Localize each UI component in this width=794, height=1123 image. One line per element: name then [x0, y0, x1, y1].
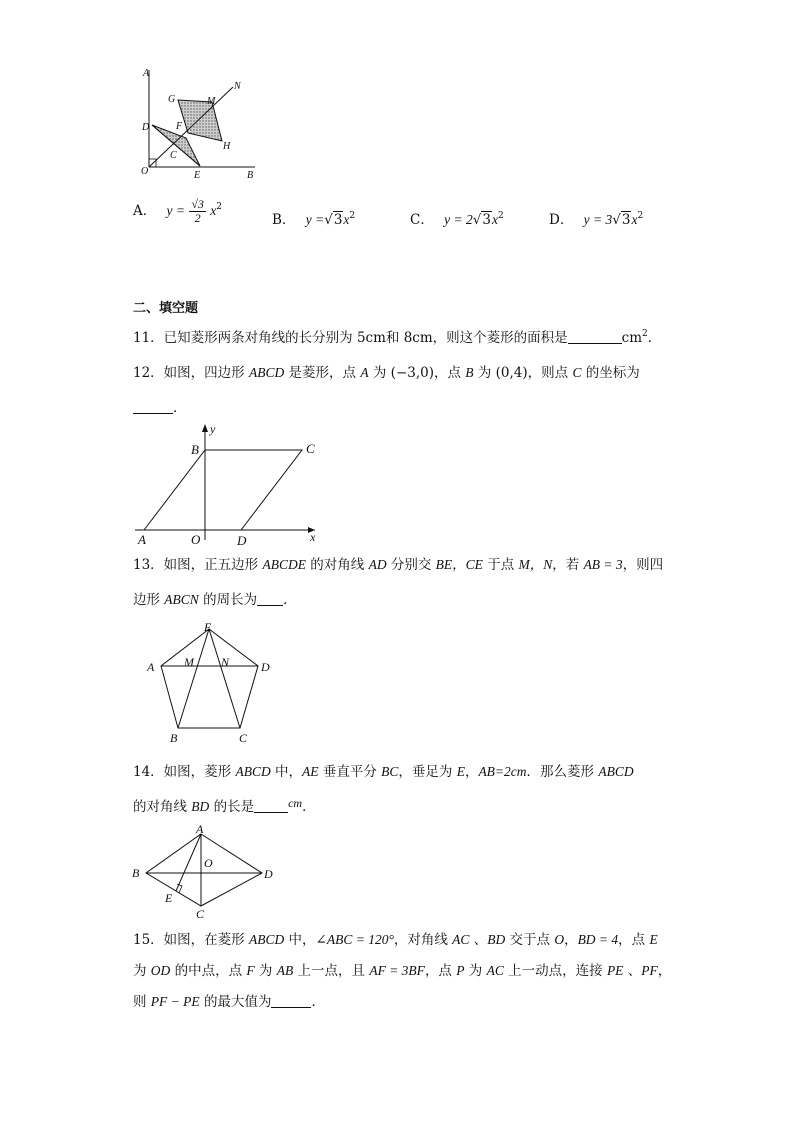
q13-text3: 分别交 [386, 557, 436, 573]
q15-f: F [246, 963, 255, 978]
q14-e: E [456, 764, 465, 779]
diagonal-ec [209, 629, 240, 728]
option-d-x: x [631, 212, 638, 227]
q15-od: OD [150, 963, 171, 978]
option-a[interactable] [133, 198, 222, 225]
q12-answer-line [133, 398, 187, 418]
q12-answer-blank[interactable] [133, 399, 173, 414]
q13-be-ce: BE，CE [435, 557, 483, 572]
q15-pe: PE [606, 963, 624, 978]
q15-l2g: 上一动点，连接 [503, 963, 607, 979]
q15-l3a: 则 [133, 994, 151, 1010]
q13-ad: AD [368, 557, 387, 572]
option-b-letter: B． [272, 212, 296, 228]
label-O: O [141, 166, 149, 177]
label-C: C [306, 441, 315, 456]
q13-line2b: 的周长为 [198, 592, 258, 608]
q12-point-a: A [360, 365, 369, 380]
option-a-denominator: 2 [194, 211, 201, 225]
q15-p: P [456, 963, 465, 978]
q11-text: 11．已知菱形两条对角线的长分别为 5cm和 8cm，则这个菱形的面积是 [133, 330, 568, 346]
q15-l2b: 的中点，点 [170, 963, 247, 979]
option-a-letter: A． [133, 203, 157, 219]
label-N: N [234, 81, 241, 92]
q14-ab-length: AB=2cm [478, 764, 527, 779]
q14-text2: 中， [270, 764, 303, 780]
q13-text1: 13．如图，正五边形 [133, 557, 263, 573]
q13-end: ． [283, 592, 297, 608]
label-C: C [196, 907, 205, 921]
q15-l2h: 、 [623, 963, 642, 979]
option-c[interactable] [410, 208, 504, 228]
q15-ab: AB [276, 963, 294, 978]
q10-figure [130, 60, 270, 185]
rhombus-abcd [144, 450, 302, 530]
option-c-radicand: 3 [482, 212, 491, 228]
label-A: A [147, 660, 155, 674]
q13-line2a: 边形 [133, 592, 165, 608]
option-d-radicand: 3 [621, 212, 631, 228]
label-M: M [207, 96, 216, 107]
label-B: B [191, 442, 199, 457]
q15-l1a: 15．如图，在菱形 [133, 932, 249, 948]
q12-text1: 12．如图，四边形 [133, 365, 249, 381]
q13-text5: ，若 [552, 557, 584, 573]
q13-figure [140, 618, 280, 748]
q13-m-n: M，N [518, 557, 553, 572]
question-12 [133, 363, 640, 383]
q14-abcd: ABCD [235, 764, 271, 779]
q11-unit: cm [621, 330, 643, 346]
q15-ac: AC [452, 932, 470, 947]
option-a-fraction [189, 198, 206, 225]
q15-abcd: ABCD [248, 932, 285, 947]
q12-text4: ，点 [434, 365, 466, 381]
option-c-lhs: y = 2 [444, 212, 473, 227]
q12-point-c: C [572, 365, 582, 380]
q12-a-coord: (−3,0) [390, 365, 434, 381]
q15-l1d: 、 [469, 932, 488, 948]
q15-l2a: 为 [133, 963, 151, 979]
label-y: y [210, 422, 216, 436]
q14-text3: 垂直平分 [318, 764, 382, 780]
q12-b-coord: (0,4) [495, 365, 528, 381]
q12-text6: ，则点 [527, 365, 573, 381]
q15-l3b: 的最大值为 [199, 994, 272, 1010]
pentagon [161, 629, 258, 728]
q13-ab-equals-3: AB = 3 [583, 557, 623, 572]
q12-text5: 为 [473, 365, 496, 381]
label-A: A [138, 532, 146, 547]
q14-text1: 14．如图，菱形 [133, 764, 236, 780]
label-M: M [184, 655, 194, 669]
label-D: D [261, 660, 270, 674]
q14-unit: cm [288, 796, 303, 810]
question-13 [133, 555, 663, 575]
label-E: E [204, 620, 212, 634]
option-c-x: x [491, 212, 498, 227]
question-14-line2 [133, 793, 316, 817]
label-C: C [239, 731, 248, 745]
q15-l2i: ， [657, 963, 672, 979]
q15-angle: ∠ABC = 120° [315, 932, 394, 947]
question-15-line2 [133, 961, 671, 981]
q15-bd-4: BD = 4 [577, 932, 619, 947]
q11-end: ． [647, 330, 662, 346]
q15-bd: BD [487, 932, 506, 947]
option-a-x: x [210, 203, 217, 218]
q12-text2: 是菱形，点 [284, 365, 361, 381]
q11-answer-blank[interactable] [568, 329, 622, 344]
option-d-root-sign: √ [612, 212, 621, 228]
option-b-exponent: 2 [349, 211, 356, 221]
q14-end: ． [302, 799, 316, 815]
q15-l2d: 上一点，且 [293, 963, 370, 979]
label-A: A [143, 68, 150, 79]
q14-figure [128, 820, 288, 925]
q15-l1b: 中， [284, 932, 316, 948]
option-a-lhs: y = [166, 203, 186, 218]
q13-answer-blank[interactable] [257, 591, 283, 606]
label-H: H [223, 141, 231, 152]
option-b-root-sign: √ [324, 212, 333, 228]
option-b[interactable] [272, 208, 355, 228]
option-d-letter: D． [549, 212, 574, 228]
question-15 [133, 930, 658, 950]
label-E: E [194, 170, 201, 181]
question-15-line3 [133, 992, 325, 1012]
q13-abcde: ABCDE [262, 557, 306, 572]
label-E: E [165, 891, 173, 905]
diagonal-eb [178, 629, 209, 728]
q14-text5: ， [464, 764, 479, 780]
q15-answer-blank[interactable] [271, 993, 311, 1008]
q15-e: E [649, 932, 658, 947]
q15-l2c: 为 [254, 963, 277, 979]
label-G: G [168, 94, 176, 105]
q15-l1c: ，对角线 [393, 932, 453, 948]
q15-l2f: 为 [464, 963, 487, 979]
label-O: O [191, 532, 201, 547]
label-C: C [170, 150, 177, 161]
q13-text2: 的对角线 [305, 557, 369, 573]
label-B: B [170, 731, 178, 745]
q15-l1g: ，点 [618, 932, 650, 948]
option-c-exponent: 2 [497, 211, 504, 221]
option-c-letter: C． [410, 212, 434, 228]
label-F: F [176, 121, 183, 132]
q14-answer-blank[interactable] [254, 798, 288, 813]
q15-l1f: ， [564, 932, 578, 948]
q13-abcn: ABCN [164, 592, 199, 607]
q14-bc: BC [381, 764, 399, 779]
option-b-x: x [343, 212, 350, 227]
q15-pf: PF [641, 963, 658, 978]
large-square [178, 100, 222, 141]
label-x: x [310, 530, 316, 544]
q14-line2a: 的对角线 [133, 799, 192, 815]
q15-o: O [554, 932, 565, 947]
q12-abcd: ABCD [248, 365, 285, 380]
question-11 [133, 328, 661, 348]
q14-bd: BD [191, 799, 210, 814]
q12-text7: 的坐标为 [581, 365, 640, 381]
option-c-root-sign: √ [472, 212, 482, 228]
label-O: O [204, 856, 213, 870]
q14-ae: AE [302, 764, 319, 779]
q12-text3: 为 [368, 365, 391, 381]
question-13-line2 [133, 590, 297, 610]
q12-end: ． [173, 400, 187, 416]
q15-end: ． [311, 994, 325, 1010]
option-b-lhs: y = [305, 212, 325, 227]
option-d-exponent: 2 [637, 211, 644, 221]
q14-line2b: 的长是 [209, 799, 255, 815]
option-d-lhs: y = 3 [583, 212, 613, 227]
q15-af: AF = 3BF [369, 963, 425, 978]
q12-figure [130, 420, 330, 550]
section-2-title: 二、填空题 [133, 301, 199, 316]
label-B: B [247, 170, 254, 181]
q14-text4: ，垂足为 [398, 764, 457, 780]
question-14 [133, 762, 634, 782]
q13-text6: ，则四 [622, 557, 664, 573]
q13-text4: 于点 [482, 557, 519, 573]
option-d[interactable] [549, 208, 643, 228]
label-D: D [142, 122, 150, 133]
label-D: D [237, 533, 247, 548]
q12-point-b: B [465, 365, 474, 380]
option-b-radicand: 3 [333, 212, 343, 228]
label-D: D [264, 867, 273, 881]
q14-text6: ．那么菱形 [526, 764, 599, 780]
q15-l2e: ，点 [424, 963, 457, 979]
label-B: B [132, 866, 140, 880]
q14-abcd-2: ABCD [598, 764, 634, 779]
q15-pf-minus-pe: PF − PE [150, 994, 200, 1009]
q11-unit-exponent: 2 [642, 329, 648, 339]
y-axis-arrow [202, 424, 208, 432]
option-a-numerator: √3 [191, 197, 204, 211]
rhombus-abcd [146, 834, 262, 906]
option-a-exponent: 2 [216, 202, 222, 212]
label-N: N [221, 655, 230, 669]
label-A: A [196, 822, 204, 836]
q15-l1e: 交于点 [505, 932, 555, 948]
q15-ac-2: AC [486, 963, 504, 978]
